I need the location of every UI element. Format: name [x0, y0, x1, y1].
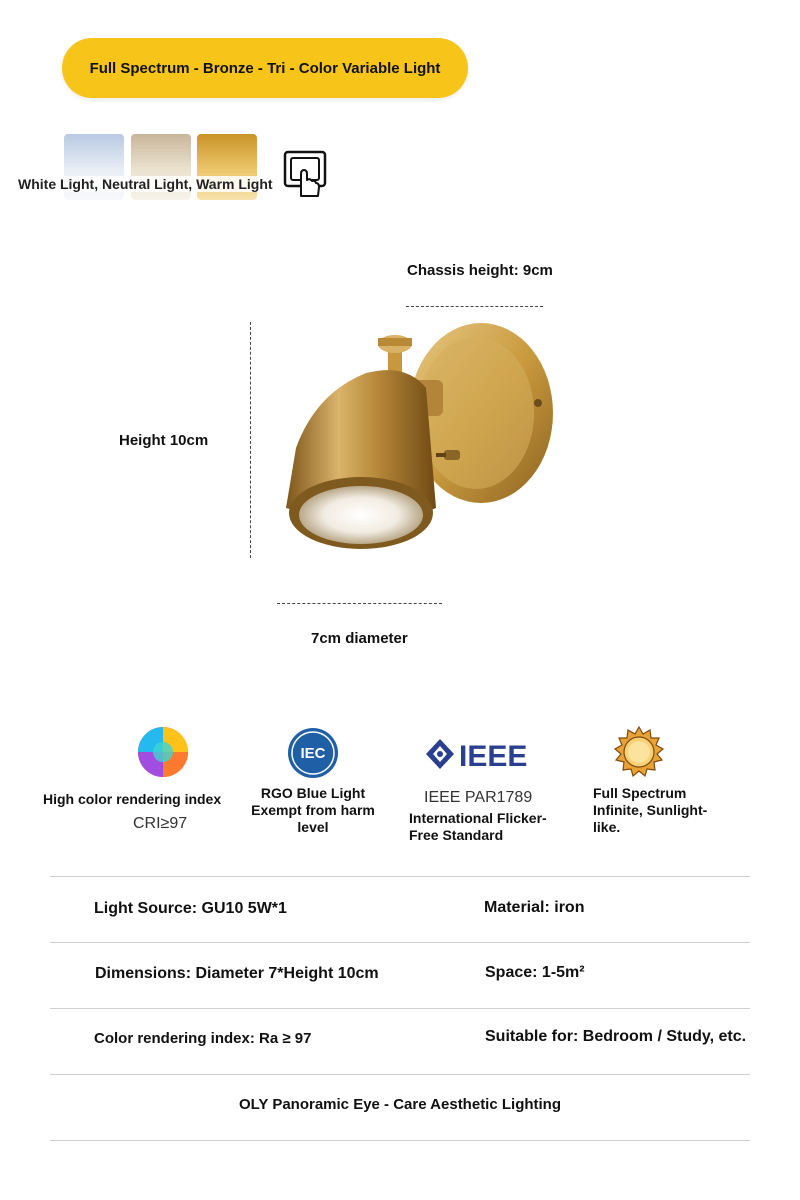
spec-color-rendering: Color rendering index: Ra ≥ 97	[94, 1030, 312, 1047]
diameter-label: 7cm diameter	[311, 630, 408, 647]
sun-icon	[613, 726, 665, 778]
full-spectrum-line-2: Infinite, Sunlight-	[593, 802, 708, 818]
spec-divider	[50, 1008, 750, 1009]
spec-light-source: Light Source: GU10 5W*1	[94, 900, 287, 917]
height-label: Height 10cm	[119, 432, 209, 449]
spec-divider	[50, 942, 750, 943]
spec-divider	[50, 1074, 750, 1075]
spec-divider	[50, 1140, 750, 1141]
full-spectrum-line-1: Full Spectrum	[593, 785, 687, 801]
ieee-logo	[424, 737, 536, 771]
brand-tagline: OLY Panoramic Eye - Care Aesthetic Lighting	[238, 1096, 562, 1113]
spec-material: Material: iron	[484, 899, 585, 916]
chassis-dimension-line	[406, 306, 543, 307]
iec-line-1: RGO Blue Light	[260, 785, 366, 801]
iec-logo-text: IEC	[300, 745, 326, 762]
spec-space: Space: 1-5m²	[485, 964, 585, 981]
ieee-logo-text: IEEE	[459, 740, 528, 771]
product-title-banner	[62, 38, 468, 98]
touch-switch-icon	[283, 150, 327, 198]
height-dimension-line	[250, 322, 251, 558]
color-wheel-icon	[137, 726, 189, 778]
iec-line-3: level	[297, 819, 329, 835]
ieee-line-1: International Flicker-	[409, 810, 547, 826]
ieee-description	[409, 810, 547, 844]
chassis-height-label: Chassis height: 9cm	[407, 262, 553, 279]
diameter-dimension-line	[277, 603, 442, 604]
iec-line-2: Exempt from harm	[251, 802, 375, 818]
spec-divider	[50, 876, 750, 877]
cri-value: CRI≥97	[133, 815, 188, 832]
full-spectrum-line-3: like.	[593, 819, 621, 835]
spec-dimensions: Dimensions: Diameter 7*Height 10cm	[95, 965, 379, 982]
iec-logo	[287, 727, 339, 779]
iec-description	[240, 785, 386, 836]
ieee-line-2: Free Standard	[409, 827, 504, 843]
spec-suitable-for: Suitable for: Bedroom / Study, etc.	[485, 1028, 747, 1045]
cri-title: High color rendering index	[43, 791, 222, 807]
banner-title: Full Spectrum - Bronze - Tri - Color Variable Light	[89, 59, 441, 77]
brass-wall-lamp-image	[276, 318, 566, 568]
ieee-standard-number: IEEE PAR1789	[424, 789, 533, 806]
swatch-caption: White Light, Neutral Light, Warm Light	[18, 176, 273, 192]
full-spectrum-description	[593, 785, 707, 836]
